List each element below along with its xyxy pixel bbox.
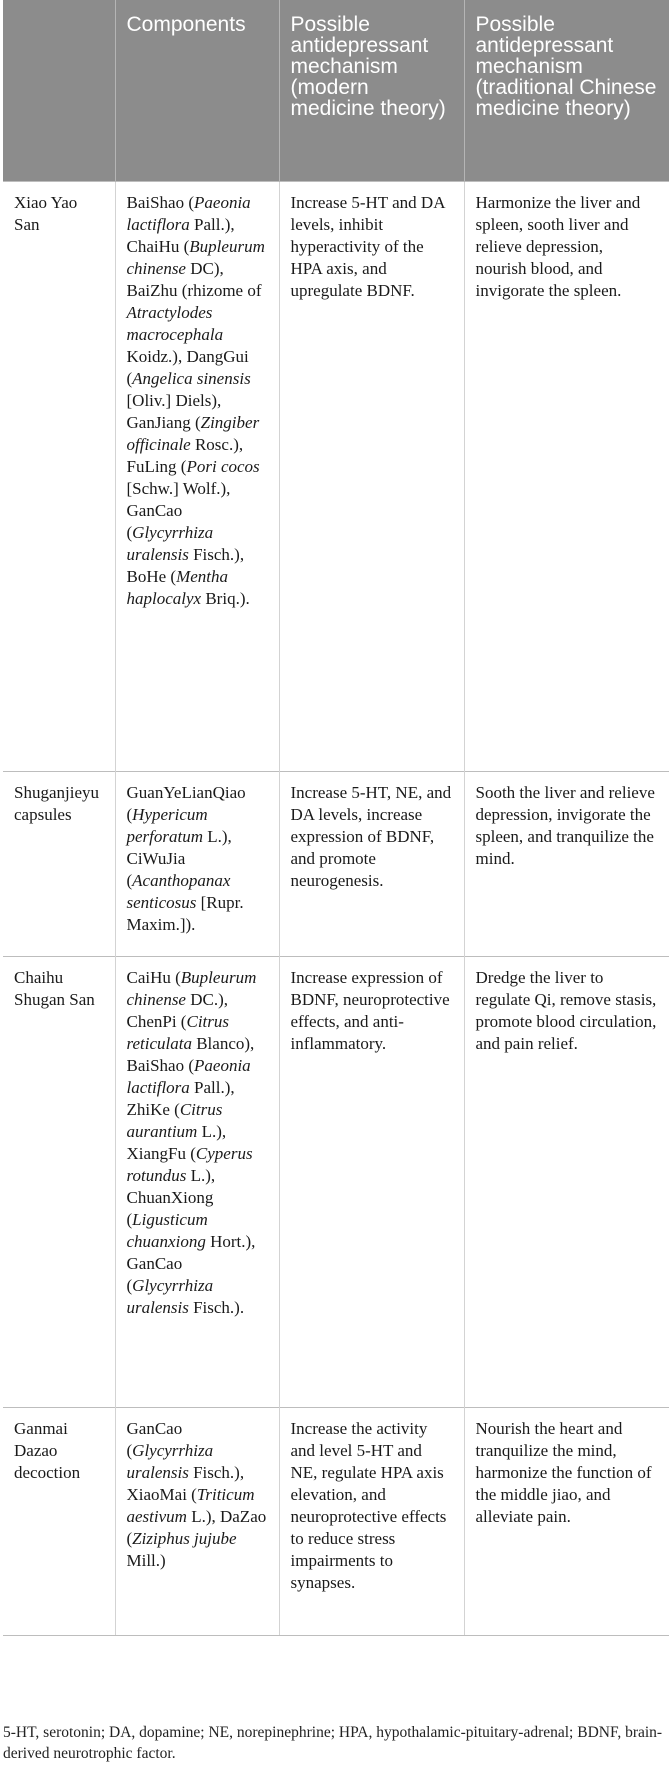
component-text: Rosc.), FuLing ( (126, 434, 244, 476)
species-name: Hypericum perforatum (126, 804, 208, 846)
component-text: L.), CiWuJia ( (126, 826, 232, 890)
tcm-mechanism: Nourish the heart and tranquilize the mind, harmonize the function of the middle jiao, and alleviate pain. (464, 1407, 669, 1635)
species-name: Mentha haplocalyx (126, 566, 229, 608)
header-components: Components (115, 0, 279, 181)
species-name: Glycyrrhiza uralensis (126, 1440, 214, 1482)
header-tcm-mechanism: Possible antidepressant mechanism (traditional Chinese medicine theory) (464, 0, 669, 181)
component-text: L.), ChuanXiong ( (126, 1165, 216, 1229)
component-text: Hort.), GanCao ( (126, 1231, 256, 1295)
table-row (3, 1407, 669, 1635)
species-name: Paeonia lactiflora (126, 192, 251, 234)
species-name: Citrus aurantium (126, 1099, 223, 1141)
table-header-row (3, 0, 669, 181)
species-name: Glycyrrhiza uralensis (126, 1275, 214, 1317)
formula-name: Chaihu Shugan San (3, 956, 115, 1407)
component-text: [Oliv.] Diels), GanJiang ( (126, 390, 222, 432)
modern-mechanism: Increase the activity and level 5-HT and NE, regulate HPA axis elevation, and neuroprotective effects to reduce stress impairments to synapses. (279, 1407, 464, 1635)
component-text: Fisch.), XiaoMai ( (126, 1462, 245, 1504)
header-modern-mechanism: Possible antidepressant mechanism (modern medicine theory) (279, 0, 464, 181)
tcm-mechanism: Harmonize the liver and spleen, sooth liver and relieve depression, nourish blood, and invigorate the spleen. (464, 181, 669, 771)
components-cell (115, 771, 279, 956)
species-name: Citrus reticulata (126, 1011, 230, 1053)
component-text: CaiHu ( (126, 967, 181, 987)
table-footnote: 5-HT, serotonin; DA, dopamine; NE, norepinephrine; HPA, hypothalamic-pituitary-adrenal; BDNF, brain-derived neurotrophic factor. (3, 1724, 663, 1762)
component-text: GuanYeLianQiao ( (126, 782, 246, 824)
table-container (3, 0, 669, 1636)
species-name: Cyperus rotundus (126, 1143, 253, 1185)
formula-name: Ganmai Dazao decoction (3, 1407, 115, 1635)
component-text: [Schw.] Wolf.), GanCao ( (126, 478, 231, 542)
component-text: L.), XiangFu ( (126, 1121, 227, 1163)
species-name: Acanthopanax senticosus (126, 870, 231, 912)
component-text: Blanco), BaiShao ( (126, 1033, 255, 1075)
components-cell (115, 956, 279, 1407)
header-formula (3, 0, 115, 181)
species-name: Angelica sinensis (132, 368, 251, 388)
component-text: Briq.). (201, 588, 250, 608)
component-text: [Rupr. Maxim.]). (126, 892, 244, 934)
species-name: Triticum aestivum (126, 1484, 255, 1526)
modern-mechanism: Increase 5-HT and DA levels, inhibit hyperactivity of the HPA axis, and upregulate BDNF. (279, 181, 464, 771)
species-name: Zingiber officinale (126, 412, 260, 454)
component-text: L.), DaZao ( (126, 1506, 267, 1548)
species-name: Paeonia lactiflora (126, 1055, 251, 1097)
table-row (3, 771, 669, 956)
formula-table (3, 0, 669, 1636)
modern-mechanism: Increase 5-HT, NE, and DA levels, increase expression of BDNF, and promote neurogenesis. (279, 771, 464, 956)
components-cell (115, 181, 279, 771)
component-text: Mill.) (126, 1550, 166, 1570)
tcm-mechanism: Sooth the liver and relieve depression, invigorate the spleen, and tranquilize the mind. (464, 771, 669, 956)
species-name: Bupleurum chinense (126, 236, 265, 278)
component-text: DC.), ChenPi ( (126, 989, 229, 1031)
component-text: Pall.), ZhiKe ( (126, 1077, 235, 1119)
table-row (3, 956, 669, 1407)
component-text: Koidz.), DangGui ( (126, 346, 249, 388)
component-text: Pall.), ChaiHu ( (126, 214, 235, 256)
component-text: GanCao ( (126, 1418, 183, 1460)
species-name: Glycyrrhiza uralensis (126, 522, 214, 564)
tcm-mechanism: Dredge the liver to regulate Qi, remove stasis, promote blood circulation, and pain relief. (464, 956, 669, 1407)
species-name: Atractylodes macrocephala (126, 302, 224, 344)
species-name: Pori cocos (186, 456, 260, 476)
component-text: DC), BaiZhu (rhizome of (126, 258, 262, 300)
species-name: Ligusticum chuanxiong (126, 1209, 208, 1251)
modern-mechanism: Increase expression of BDNF, neuroprotective effects, and anti-inflammatory. (279, 956, 464, 1407)
components-cell (115, 1407, 279, 1635)
formula-name: Xiao Yao San (3, 181, 115, 771)
table-row (3, 181, 669, 771)
component-text: Fisch.). (188, 1297, 245, 1317)
species-name: Ziziphus jujube (132, 1528, 237, 1548)
component-text: Fisch.), BoHe ( (126, 544, 245, 586)
formula-name: Shuganjieyu capsules (3, 771, 115, 956)
species-name: Bupleurum chinense (126, 967, 257, 1009)
component-text: BaiShao ( (126, 192, 195, 212)
